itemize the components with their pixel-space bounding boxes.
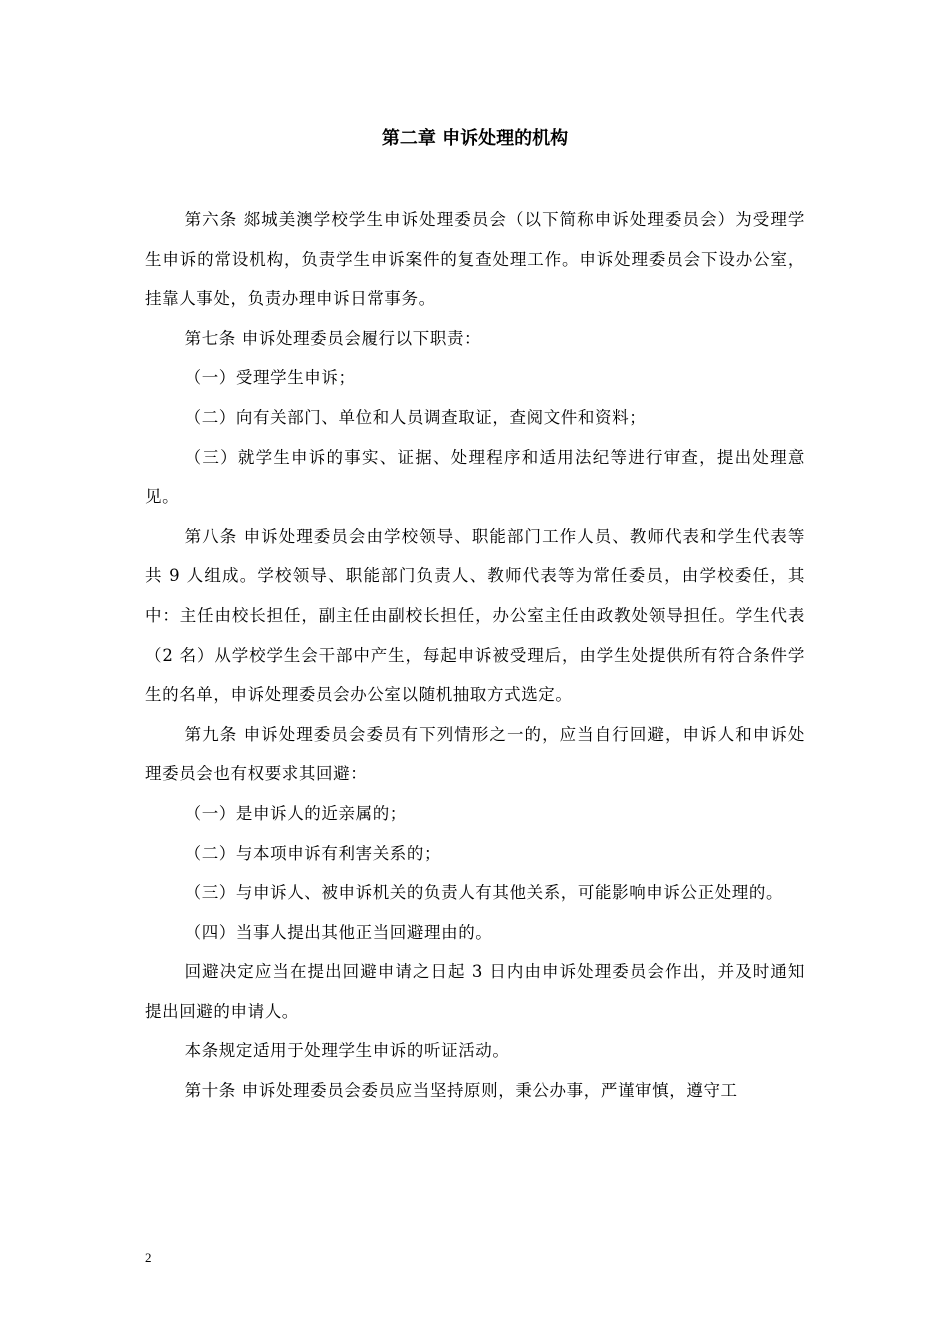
document-body: [145, 200, 805, 1111]
chapter-title: 第二章 申诉处理的机构: [381, 128, 569, 149]
article-10-paragraph: 第十条 申诉处理委员会委员应当坚持原则，秉公办事，严谨审慎，遵守工: [184, 1081, 738, 1101]
article-9-paragraph: 第九条 申诉处理委员会委员有下列情形之一的，应当自行回避，申诉人和申诉处理委员会也有权要求其回避：: [145, 724, 805, 784]
article-9-item-3: （三）与申诉人、被申诉机关的负责人有其他关系，可能影响申诉公正处理的。: [184, 883, 784, 903]
article-7-item-1: （一）受理学生申诉；: [184, 368, 356, 388]
article-6-paragraph: 第六条 郯城美澳学校学生申诉处理委员会（以下简称申诉处理委员会）为受理学生申诉的常设机构，负责学生申诉案件的复查处理工作。申诉处理委员会下设办公室，挂靠人事处，负责办理申诉日常事务。: [145, 210, 805, 309]
recusal-decision-paragraph: 回避决定应当在提出回避申请之日起 3 日内由申诉处理委员会作出，并及时通知提出回避的申请人。: [145, 962, 805, 1021]
article-9-item-2: （二）与本项申诉有利害关系的；: [184, 843, 442, 863]
article-9-item-4: （四）当事人提出其他正当回避理由的。: [184, 922, 493, 942]
article-7-item-2: （二）向有关部门、单位和人员调查取证，查阅文件和资料；: [184, 407, 647, 427]
article-7-item-3: （三）就学生申诉的事实、证据、处理程序和适用法纪等进行审查，提出处理意见。: [145, 447, 805, 507]
article-7-paragraph: 第七条 申诉处理委员会履行以下职责：: [184, 328, 482, 348]
article-9-item-1: （一）是申诉人的近亲属的；: [184, 803, 407, 823]
hearing-applicability-paragraph: 本条规定适用于处理学生申诉的听证活动。: [184, 1041, 510, 1061]
article-8-paragraph: 第八条 申诉处理委员会由学校领导、职能部门工作人员、教师代表和学生代表等共 9 人组成。学校领导、职能部门负责人、教师代表等为常任委员，由学校委任，其中：主任由校长担任，副主任由副校长担任，办公室主任由政教处领导担任。学生代表（2 名）从学校学生会干部中产生，每起申诉被受理后，由学生处提供所有符合条件学生的名单，申诉处理委员会办公室以随机抽取方式选定。: [145, 526, 805, 705]
page-number: 2: [145, 1250, 152, 1265]
